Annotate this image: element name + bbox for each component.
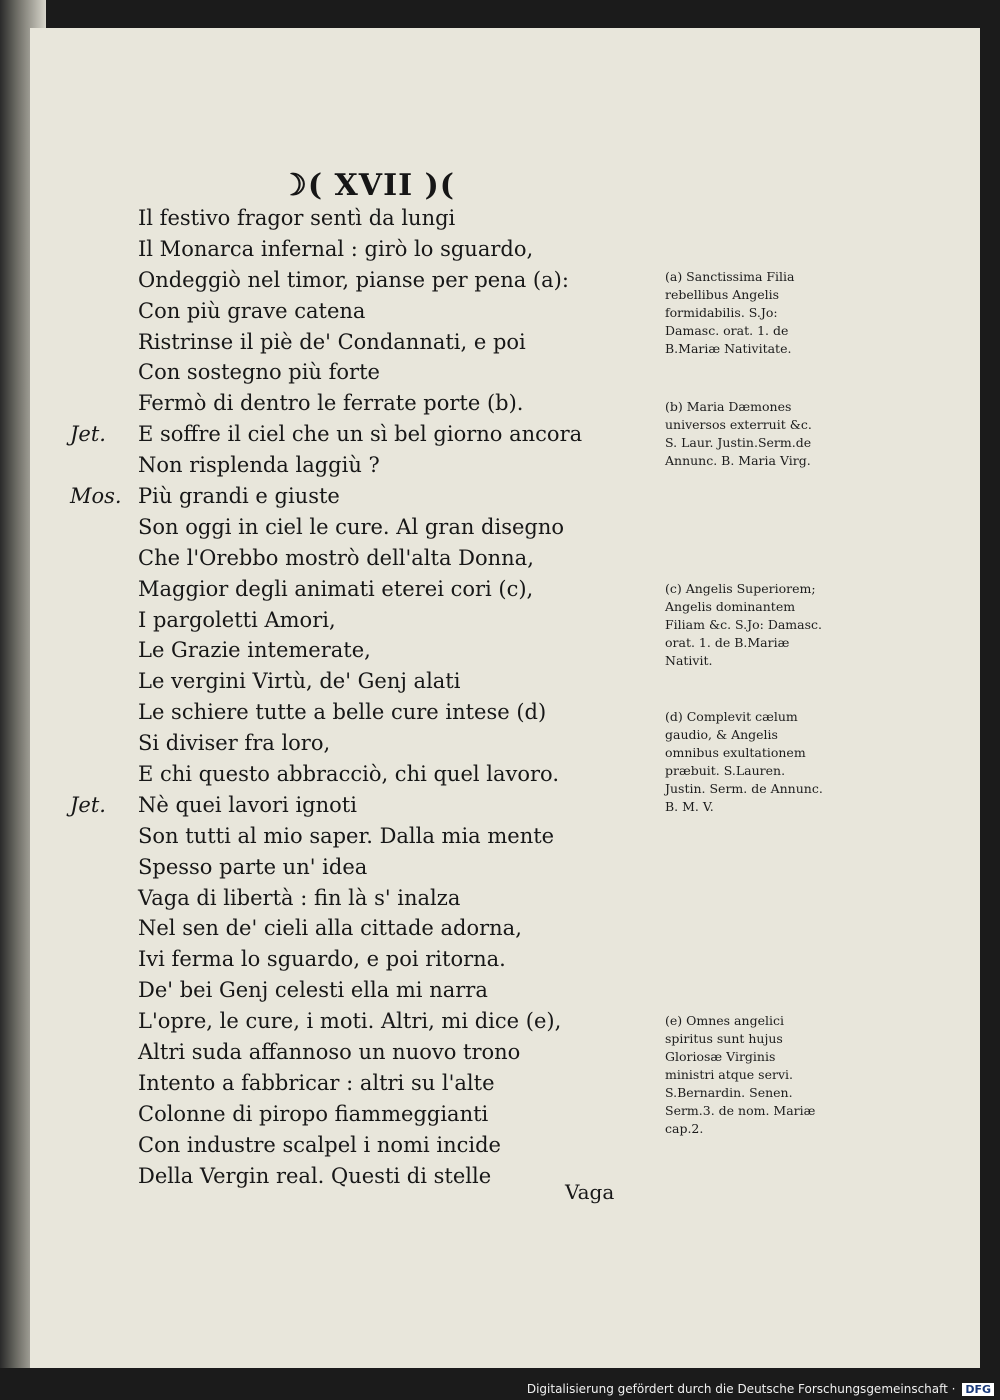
footnote-e: (e) Omnes angelici spiritus sunt hujus Gloriosæ Virginis ministri atque servi. S.Bernardin. Senen. Serm.3. de nom. Mariæ cap.2. — [665, 1013, 816, 1136]
verse-line-text: Il Monarca infernal : girò lo sguardo, — [138, 236, 534, 261]
verse-line — [70, 1037, 630, 1068]
verse-line — [70, 265, 630, 296]
verse-line — [70, 883, 630, 914]
verse-line — [70, 512, 630, 543]
verse-line — [70, 1099, 630, 1130]
verse-line — [70, 944, 630, 975]
verse-line — [70, 419, 630, 450]
verse-line — [70, 635, 630, 666]
verse-line-text: Con sostegno più forte — [138, 360, 380, 385]
verse-line-text: Nè quei lavori ignoti — [138, 792, 357, 817]
verse-line-text: Le schiere tutte a belle cure intese (d) — [138, 700, 547, 725]
verse-line-text: Con più grave catena — [138, 298, 366, 323]
verse-line — [70, 388, 630, 419]
verse-line — [70, 1130, 630, 1161]
verse-line — [70, 790, 630, 821]
verse-line-text: Le Grazie intemerate, — [138, 638, 371, 663]
verse-line-text: Altri suda affannoso un nuovo trono — [138, 1040, 521, 1065]
verse-text — [70, 203, 630, 1192]
verse-line-text: Che l'Orebbo mostrò dell'alta Donna, — [138, 545, 534, 570]
verse-line-text: Ristrinse il piè de' Condannati, e poi — [138, 329, 526, 354]
page-number-header: ☽( XVII )( — [280, 168, 455, 203]
footnote-d: (d) Complevit cælum gaudio, & Angelis omnibus exultationem præbuit. S.Lauren. Justin. Serm. de Annunc. B. M. V. — [665, 709, 823, 814]
verse-line-text: L'opre, le cure, i moti. Altri, mi dice (e), — [138, 1009, 562, 1034]
verse-line-text: Nel sen de' cieli alla cittade adorna, — [138, 916, 522, 941]
verse-line-text: Son tutti al mio saper. Dalla mia mente — [138, 823, 555, 848]
verse-line — [70, 605, 630, 636]
verse-line — [70, 821, 630, 852]
verse-line-text: Son oggi in ciel le cure. Al gran disegno — [138, 514, 565, 539]
verse-line-text: Ivi ferma lo sguardo, e poi ritorna. — [138, 947, 506, 972]
verse-line — [70, 357, 630, 388]
verse-line-text: E soffre il ciel che un sì bel giorno ancora — [138, 422, 583, 447]
verse-line-text: Vaga di libertà : fin là s' inalza — [138, 885, 461, 910]
speaker-label: Jet. — [70, 422, 106, 447]
verse-line-text: Ondeggiò nel timor, pianse per pena (a): — [138, 267, 569, 292]
verse-line-text: Maggior degli animati eterei cori (c), — [138, 576, 534, 601]
verse-line — [70, 728, 630, 759]
verse-line — [70, 913, 630, 944]
verse-line — [70, 327, 630, 358]
digitization-footer — [527, 1382, 994, 1396]
verse-line-text: Il festivo fragor sentì da lungi — [138, 206, 456, 230]
verse-line — [70, 1006, 630, 1037]
verse-line-text: Spesso parte un' idea — [138, 854, 368, 879]
speaker-label: Jet. — [70, 792, 106, 817]
catchword: Vaga — [565, 1180, 615, 1204]
verse-line-text: Intento a fabbricar : altri su l'alte — [138, 1070, 495, 1095]
footnote-c: (c) Angelis Superiorem; Angelis dominantem Filiam &c. S.Jo: Damasc. orat. 1. de B.Mariæ Nativit. — [665, 581, 823, 668]
verse-line-text: Con industre scalpel i nomi incide — [138, 1132, 501, 1157]
verse-line — [70, 1068, 630, 1099]
verse-line — [70, 234, 630, 265]
verse-line-text: Fermò di dentro le ferrate porte (b). — [138, 391, 524, 416]
verse-line-text: I pargoletti Amori, — [138, 607, 336, 632]
verse-line-text: De' bei Genj celesti ella mi narra — [138, 978, 488, 1003]
footnote-a: (a) Sanctissima Filia rebellibus Angelis formidabilis. S.Jo: Damasc. orat. 1. de B.Mariæ Nativitate. — [665, 269, 795, 356]
verse-line-text: Colonne di piropo fiammeggianti — [138, 1101, 489, 1126]
verse-line-text: E chi questo abbracciò, chi quel lavoro. — [138, 762, 560, 787]
speaker-label: Mos. — [70, 484, 122, 509]
verse-line-text: Non risplenda laggiù ? — [138, 453, 380, 478]
verse-line — [70, 852, 630, 883]
verse-line — [70, 203, 630, 234]
dfg-logo: DFG — [962, 1383, 994, 1396]
footer-text: Digitalisierung gefördert durch die Deutsche Forschungsgemeinschaft · — [526, 1382, 956, 1396]
verse-line — [70, 574, 630, 605]
verse-line-text: Si diviser fra loro, — [138, 731, 331, 756]
verse-line-text: Le vergini Virtù, de' Genj alati — [138, 669, 461, 694]
verse-line — [70, 450, 630, 481]
verse-line-text: Più grandi e giuste — [138, 484, 340, 509]
verse-line — [70, 1161, 630, 1192]
verse-line — [70, 975, 630, 1006]
verse-line — [70, 296, 630, 327]
verse-line — [70, 697, 630, 728]
verse-line — [70, 481, 630, 512]
verse-line — [70, 666, 630, 697]
footnote-b: (b) Maria Dæmones universos exterruit &c. S. Laur. Justin.Serm.de Annunc. B. Maria Virg. — [665, 399, 812, 468]
verse-line — [70, 543, 630, 574]
verse-line-text: Della Vergin real. Questi di stelle — [138, 1163, 492, 1188]
verse-line — [70, 759, 630, 790]
